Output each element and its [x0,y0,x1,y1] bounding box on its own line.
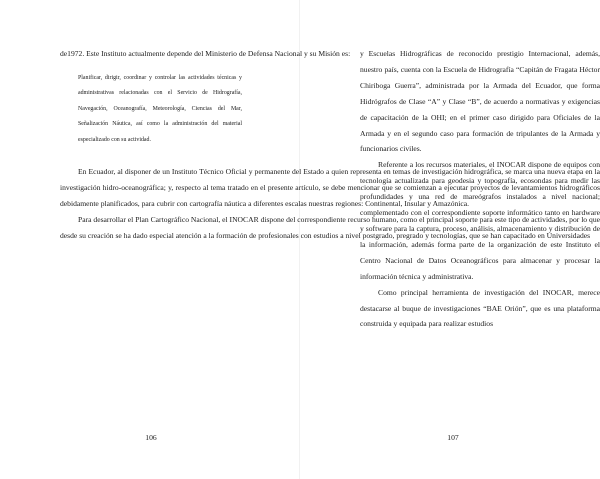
page-number-left: 106 [145,433,157,442]
left-paragraph-2: En Ecuador, al disponer de un Instituto Técnico Oficial y permanente del Estado a quien representa en temas de investigación hidrográfica, se marca una nueva etapa en la investigación hidro-oceanográfica; y, respecto al tema tratado en el presente artículo, se debe mencionar que se comienzan a ejecutar proyectos de levantamientos hidrográficos debidamente planificados, para cubrir con cartografía náutica a diferentes escalas nuestras regiones: Continental, Insular y Amazónica. [60,166,600,208]
right-paragraph-2: Referente a los recursos materiales, el INOCAR dispone de equipos con tecnología actualizada para geodesia y topografía, ecosondas para medir las profundidades y una red de mareógrafos instalados a nivel nacional; complementado con el correspondiente soporte informático tanto en hardware y software para la captura, proceso, análisis, almacenamiento y distribución de la información, además forma parte de la organización de este Instituto el Centro Nacional de Datos Oceanográficos para almacenar y procesar la información técnica y administrativa. [360,160,600,281]
right-paragraph-1: y Escuelas Hidrográficas de reconocido prestigio Internacional, además, nuestro país, cuenta con la Escuela de Hidrografía “Capitán de Fragata Héctor Chiriboga Guerra”, administrada por la Armada del Ecuador, que forma Hidrógrafos de Clase “A” y Clase “B”, de acuerdo a normativas y exigencias de capacitación de la OHI; en el primer caso dirigido para Oficiales de la Armada y en el segundo caso para formación de tripulantes de la Armada y funcionarios civiles. [360,49,600,154]
mission-quote: Planificar, dirigir, coordinar y controlar las actividades técnicas y administrativas relacionadas con el Servicio de Hidrografía, Navegación, Oceanografía, Meteorología, Ciencias del Mar, Señalización Náutica, así como la administración del material especializado con su actividad. [78,74,242,143]
right-text-column [360,46,600,332]
right-paragraph-3: Como principal herramienta de investigación del INOCAR, merece destacarse al buque de investigaciones “BAE Orión”, que es una plataforma construida y equipada para realizar estudios [360,287,600,329]
left-paragraph-3: Para desarrollar el Plan Cartográfico Nacional, el INOCAR dispone del correspondiente recurso humano, como el principal soporte para este tipo de actividades, por lo que desde su creación se ha dado especial atención a la formación de profesionales con estudios a nivel postgrado, pregrado y tecnologías, que se han capacitado en Universidades [60,214,600,240]
left-paragraph-1: de1972. Este Instituto actualmente depende del Ministerio de Defensa Nacional y su Misión es: [60,49,351,58]
page-number-right: 107 [447,433,459,442]
